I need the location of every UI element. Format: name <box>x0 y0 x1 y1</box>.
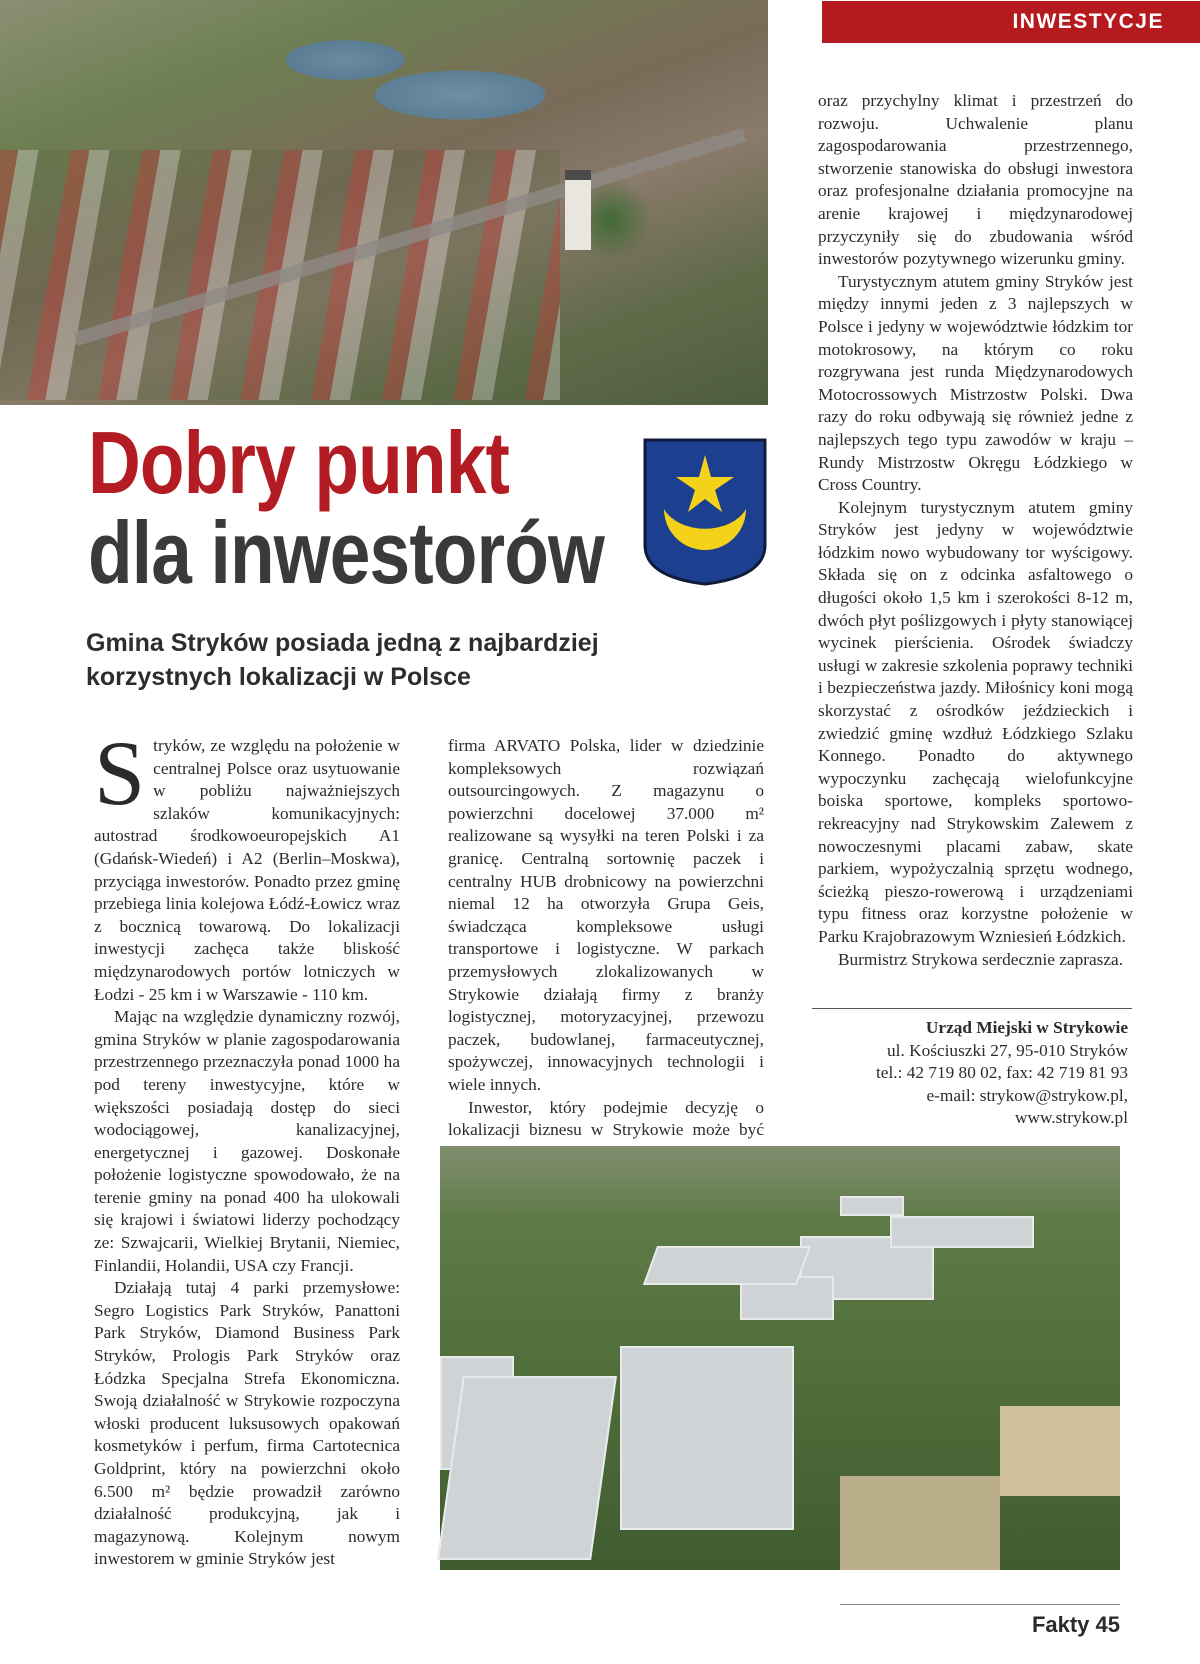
paragraph: Inwestor, który podejmie decyzję o lokalizacji biznesu w Strykowie może być <box>448 1097 764 1140</box>
article-column-3 <box>818 90 1133 971</box>
headline-line-2: dla inwestorów <box>88 503 604 602</box>
contact-email: e-mail: strykow@strykow.pl, <box>926 1085 1128 1105</box>
headline <box>88 413 604 602</box>
footer-divider <box>840 1604 1120 1605</box>
coat-of-arms-icon <box>642 437 768 587</box>
page-folio: Fakty 45 <box>1031 1612 1120 1637</box>
divider <box>812 1008 1132 1009</box>
section-tab: INWESTYCJE <box>822 1 1200 43</box>
drop-cap: S <box>94 722 146 824</box>
aerial-photo-town <box>0 0 768 405</box>
paragraph: Turystycznym atutem gminy Stryków jest między innymi jeden z 3 najlepszych w Polsce i jedyny w województwie łódzkim tor motokrosowy, na którym co roku rozgrywana jest runda Międzynarodowych Motocrossowych Mistrzostw Polski. Dwa razy do roku odbywają się również jedne z najlepszych tego typu zawodów w kraju – Rundy Mistrzostw Okręgu Łódzkiego w Cross Country. <box>818 271 1133 495</box>
paragraph: oraz przychylny klimat i przestrzeń do rozwoju. Uchwalenie planu zagospodarowania przestrzennego, stworzenie stanowiska do obsługi inwestora oraz profesjonalne działania promocyjne na arenie krajowej i międzynarodowej przyczyniły się do zbudowania wśród inwestorów pozytywnego wizerunku gminy. <box>818 91 1133 269</box>
paragraph: Kolejnym turystycznym atutem gminy Stryków jest jedyny w województwie łódzkim nowo wybudowany tor wyścigowy. Składa się on z odcinka asfaltowego o długości około 1,5 km i szerokości 8-12 m, dwóch płyt poślizgowych i płyty stanowiącej wycinek pierścienia. Ośrodek świadczy usługi w zakresie szkolenia poprawy techniki i bezpieczeństwa jazdy. Miłośnicy koni mogą skorzystać z ośrodków jeździeckich i zwiedzić gminę wzdłuż Łódzkiego Szlaku Konnego. Ponadto do aktywnego wypoczynku zachęcają wielofunkcyjne boiska sportowe, kompleks sportowo-rekreacyjny nad Strykowskim Zalewem z nowoczesnymi placami zabaw, skate parkiem, wypożyczalnią sprzętu wodnego, ścieżką pieszo-rowerową i urządzeniami typu fitness oraz korzystne położenie w Parku Krajobrazowym Wzniesień Łódzkich. <box>818 497 1133 946</box>
article-column-2 <box>448 735 764 1164</box>
article-column-1 <box>94 722 400 1571</box>
paragraph: Działają tutaj 4 parki przemysłowe: Segro Logistics Park Stryków, Panattoni Park Stryków, Diamond Business Park Stryków, Prologis Park Stryków oraz Łódzka Specjalna Strefa Ekonomiczna. Swoją działalność w Strykowie rozpoczyna włoski producent luksusowych opakowań kosmetyków i perfum, firma Cartotecnica Goldprint, który na powierzchni około 6.500 m² będzie prowadził zarówno działalność produkcyjną, jak i magazynową. Kolejnym nowym inwestorem w gminie Stryków jest <box>94 1278 400 1569</box>
contact-org: Urząd Miejski w Strykowie <box>925 1018 1128 1037</box>
closing-line: Burmistrz Strykowa serdecznie zaprasza. <box>838 949 1124 969</box>
paragraph: Mając na względzie dynamiczny rozwój, gmina Stryków w planie zagospodarowania przestrzennego przeznaczyła ponad 1000 ha pod tereny inwestycyjne, które w większości posiadają dostęp do sieci wodociągowej, kanalizacyjnej, energetycznej i gazowej. Doskonałe położenie logistyczne spowodowało, że na terenie gminy na ponad 400 ha ulokowali się krajowi i światowi liderzy pochodzący ze: Szwajcarii, Wielkiej Brytanii, Niemiec, Finlandii, Holandii, USA czy Francji. <box>94 1007 400 1275</box>
paragraph: firma ARVATO Polska, lider w dziedzinie kompleksowych rozwiązań outsourcingowych. Z magazynu o powierzchni docelowej 37.000 m² realizowane są wysyłki na teren Polski i za granicę. Centralną sortownię paczek i centralny HUB drobnicowy na powierzchni niemal 12 ha otworzyła Grupa Geis, świadcząca kompleksowe usługi transportowe i logistyczne. W parkach przemysłowych zlokalizowanych w Strykowie działają firmy z branży logistycznej, motoryzacyjnej, przewozu paczek, budowlanej, farmaceutycznej, spożywczej, innowacyjnych technologii i wiele innych. <box>448 736 764 1094</box>
aerial-photo-industrial-park <box>440 1146 1120 1570</box>
contact-phone: tel.: 42 719 80 02, fax: 42 719 81 93 <box>876 1063 1128 1083</box>
contact-block <box>818 1017 1128 1130</box>
headline-line-1: Dobry punkt <box>88 413 509 512</box>
contact-address: ul. Kościuszki 27, 95-010 Stryków <box>887 1040 1128 1060</box>
contact-website: www.strykow.pl <box>1015 1108 1128 1128</box>
paragraph: Stryków, ze względu na położenie w centralnej Polsce oraz usytuowanie w pobliżu najważniejszych szlaków komunikacyjnych: autostrad środkowoeuropejskich A1 (Gdańsk-Wiedeń) i A2 (Berlin–Moskwa), przyciąga inwestorów. Ponadto przez gminę przebiega linia kolejowa Łódź-Łowicz wraz z bocznicą towarową. Do lokalizacji inwestycji zachęca także bliskość międzynarodowych portów lotniczych w Łodzi - 25 km i w Warszawie - 110 km. <box>94 722 400 1004</box>
subheadline: Gmina Stryków posiada jedną z najbardziej korzystnych lokalizacji w Polsce <box>86 629 599 691</box>
